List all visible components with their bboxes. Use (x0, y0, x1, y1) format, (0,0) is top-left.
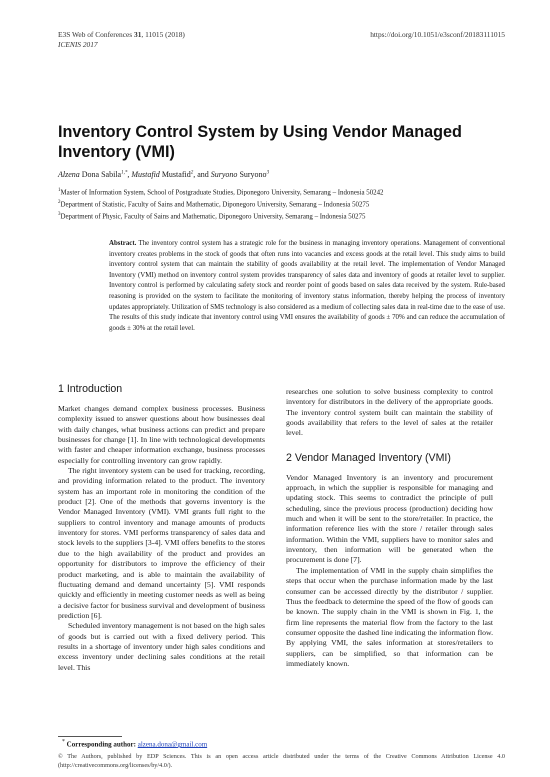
left-column (58, 383, 265, 673)
corresponding-author-footnote: * Corresponding author: alzena.dona@gmail.com (62, 739, 208, 749)
footnote-divider (58, 736, 122, 737)
doi-link[interactable]: https://doi.org/10.1051/e3sconf/20183111015 (370, 30, 505, 39)
author-email-link[interactable]: alzena.dona@gmail.com (137, 740, 208, 749)
abstract-text: The inventory control system has a strategic role for the business in managing inventory operations. Management of conventional inventory creates problems in the stock of goods that often runs into vacancies and excess goods at the retail level. This study aims to build inventory control system that can maintain the stability of goods availability at the retail level. The implementation of Vendor Managed Inventory (VMI) method on inventory control system provides transparency of sales data and inventory of goods at retailer level to supplier. Inventory control is performed by calculating safety stock and reorder point of goods based on sales data received by the system. Rule-based reasoning is provided on the system to facilitate the monitoring of inventory status information, thereby helping the process of inventory updates appropriately. Utilization of SMS technology is also considered as a medium of collecting sales data in real-time due to the ease of use. The results of this study indicate that inventory control using VMI ensures the availability of goods ± 70% and can reduce the accumulation of goods ± 30% at the retail level. (109, 240, 505, 332)
conference-name: ICENIS 2017 (58, 40, 98, 49)
affiliations (58, 186, 383, 222)
abstract-label: Abstract. (109, 240, 137, 247)
intro-paragraph-2: The right inventory system can be used for tracking, recording, and providing information related to the product. The inventory system has an important role in monitoring the condition of the product [2]. One of the methods that governs inventory is the Vendor Managed Inventory (VMI). VMI grants full right to the suppliers to control inventory and manage amounts of products inventory for stores. VMI performs transparency of sales data and stock levels to the suppliers [3-4]. VMI offers benefits to the stores due to the high availability of the product and provides an opportunity for distributors to improve the efficiency of their product marketing, and is able to maintain the availability of fluctuating demand and demand uncertainty [5]. VMI responds quickly and efficiently in meeting customer needs as well as being a decisive factor for business survival and development of business prediction [6]. (58, 466, 265, 620)
right-column (286, 387, 493, 669)
section-heading-introduction: 1 Introduction (58, 383, 123, 395)
intro-paragraph-3: Scheduled inventory management is not based on the high sales of goods but is carried out with a fixed delivery period. This results in a shortage of inventory under high sales conditions and excess inventory under declining sales conditions at the retail level. This (58, 621, 265, 672)
affiliation-3: $^3$Department of Physic, Faculty of Sains and Mathematic, Diponegoro University, Semarang – Indonesia 50275 (58, 211, 366, 221)
journal-citation: E3S Web of Conferences 31, 11015 (2018) (58, 30, 185, 39)
affiliation-1: $^1$Master of Information System, School of Postgraduate Studies, Diponegoro University, Semarang – Indonesia 50242 (58, 188, 384, 197)
paper-title: Inventory Control System by Using Vendor Managed Inventory (VMI) (58, 123, 462, 161)
vmi-paragraph-2: The implementation of VMI in the supply chain simplifies the steps that occur when the purchase information made by the last consumer can be accessed directly by the distributor / supplier. Thus the feedback to determine the speed of the flow of goods can be known. The supply chain in the VMI is shown in Fig. 1, the firm line represents the material flow from the factory to the last consumer opposite the dashed line indicating the information flow. By applying VMI, the sales information at stores/retailers to suppliers, can be simplified, so that information can be immediately known. (286, 565, 493, 668)
copyright-notice: © The Authors, published by EDP Sciences. This is an open access article distributed under the terms of the Creative Commons Attribution License 4.0 (http://creativecommons.org/licenses/by/4.0/). (58, 753, 505, 769)
section-heading-vmi: 2 Vendor Managed Inventory (VMI) (286, 451, 451, 464)
affiliation-2: $^2$Department of Statistic, Faculty of Sains and Mathematic, Diponegoro University, Semarang – Indonesia 50275 (58, 199, 370, 209)
intro-paragraph-1: Market changes demand complex business processes. Business complexity issued to answer questions about how businesses deal with daily changes, what business actions can predict and prepare businesses for change [1]. In line with technological developments with faster and cheaper information exchange, business processes especially for controlling inventory can grow rapidly. (58, 404, 265, 465)
running-header (58, 30, 505, 50)
author-list: Alzena Dona Sabila$^{1,*}$, Mustafid Mustafid$^2$, and Suryono Suryono$^3$ (58, 170, 270, 179)
intro-continuation: researches one solution to solve business complexity to control inventory for distributors in the delivery of the appropriate goods. The inventory control system built can maintain the stability of goods availability that refers to the level of sales at the retailer level. (286, 387, 493, 438)
vmi-paragraph-1: Vendor Managed Inventory is an inventory and procurement approach, in which the supplier is responsible for managing and updating stock. This seems to contradict the principle of pull scheduling, since the previous process (production) deciding how much and when it will be sent to the store/retailer. In practice, the information reference lies with the store / retailer through sales information. Within the VMI, suppliers have to monitor sales and inventory, then information will be generated when the procurement is done [7]. (286, 472, 493, 565)
abstract (109, 239, 505, 334)
